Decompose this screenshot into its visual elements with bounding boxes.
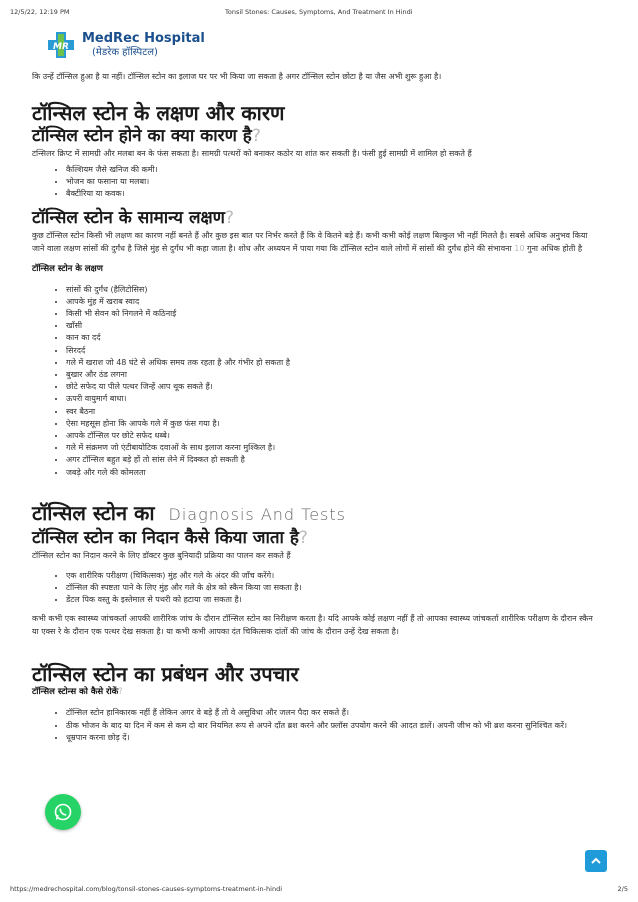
section4-heading: टॉन्सिल स्टोन का प्रबंधन और उपचार xyxy=(32,662,299,687)
print-page: 2/5 xyxy=(617,885,628,893)
list-item: • भोजन का फसाना या मलबा। xyxy=(66,176,602,188)
list-item: • खाँसी xyxy=(66,320,602,332)
list-item: • टॉन्सिल की स्पष्टता पाने के लिए मुंह और गले के क्षेत्र को स्कैन किया जा सकता है। xyxy=(66,582,602,594)
list-item: • गले में खराश जो 48 घंटे से अधिक समय तक रहता है और गंभीर हो सकता है xyxy=(66,357,602,369)
section2-paragraph: कुछ टॉन्सिल स्टोन किसी भी लक्षण का कारण नहीं बनते हैं और कुछ इस बात पर निर्भर करते हैं कि वे कितने बड़े हैं। कभी कभी कोई लक्षण बिल्कुल भी नहीं मिलते है। सबसे अधिक अनुभव किया जाने वाला लक्षण सांसों की दुर्गंध है जिसे मुंह से दुर्गंध भी कहा जाता है। शोध और अध्ययन में पाया गया कि टॉन्सिल स्टोन वाले लोगों में सांसों की दुर्गंध होने की संभावना 10 गुना अधिक होती है xyxy=(32,230,588,253)
list-item: • कान का दर्द xyxy=(66,332,602,344)
section1-list xyxy=(32,164,602,201)
list-item: • बैक्टीरिया या कवक। xyxy=(66,188,602,200)
whatsapp-button[interactable] xyxy=(45,794,81,830)
list-item: • ऊपरी वायुमार्ग बाधा। xyxy=(66,393,602,405)
logo-title: MedRec Hospital xyxy=(82,31,205,47)
list-item: • स्वर बैठना xyxy=(66,406,602,418)
list-item: • ऐसा महसूस होना कि आपके गले में कुछ फंस गया है। xyxy=(66,418,602,430)
section4-subheading: टॉन्सिल स्टोन्स को कैसे रोकें? xyxy=(32,687,123,698)
intro-paragraph: कि उन्हें टॉन्सिल हुआ है या नहीं। टॉन्सिल स्टोन का इलाज घर पर भी किया जा सकता है अगर टॉन्सिल स्टोन छोटा है या जैस अभी शुरू हुआ है। xyxy=(32,72,442,81)
prevention-list xyxy=(32,707,602,744)
list-item: • सिरदर्द xyxy=(66,345,602,357)
print-doc-title: Tonsil Stones: Causes, Symptoms, And Treatment In Hindi xyxy=(224,8,413,16)
symptoms-list xyxy=(32,284,602,479)
print-footer xyxy=(10,885,628,893)
list-item: • जबड़े और गले की कोमलता xyxy=(66,467,602,479)
section1-heading: टॉन्सिल स्टोन के लक्षण और कारण xyxy=(32,101,285,125)
section1-subheading: टॉन्सिल स्टोन होने का क्या कारण है? xyxy=(32,126,261,146)
logo-mark-text: MR xyxy=(53,42,69,52)
list-item: • टॉन्सिल स्टोन हानिकारक नहीं हैं लेकिन अगर वे बड़े हैं तो वे असुविधा और जलन पैदा कर सकते हैं। xyxy=(66,707,602,719)
article-content xyxy=(32,70,602,744)
section2-heading: टॉन्सिल स्टोन के सामान्य लक्षण? xyxy=(32,207,234,228)
section3-heading: टॉन्सिल स्टोन का Diagnosis And Tests xyxy=(32,500,346,525)
list-item: • गले में संक्रमण जो एंटीबायोटिक दवाओं के साथ इलाज करना मुश्किल है। xyxy=(66,442,602,454)
list-item: • कैल्शियम जैसे खनिज की कमी। xyxy=(66,164,602,176)
print-url: https://medrechospital.com/blog/tonsil-stones-causes-symptoms-treatment-in-hindi xyxy=(10,885,283,893)
print-header xyxy=(10,8,628,16)
list-item: • अगर टॉन्सिल बहुत बड़े हों तो सांस लेने में दिक्कत हो सकती है xyxy=(66,454,602,466)
list-item: • छोटे सफेद या पीले पत्थर जिन्हें आप थूक सकते हैं। xyxy=(66,381,602,393)
list-item: • धूम्रपान करना छोड़ दें। xyxy=(66,732,602,744)
list-item: • एक शारीरिक परीक्षण (चिकित्सक) मुंह और गले के अंदर की जाँच करेंगे। xyxy=(66,570,602,582)
list-item: • बुखार और ठंड लगना xyxy=(66,369,602,381)
list-item: • डेंटल पिक वस्तु के इस्तेमाल से पथरी को हटाया जा सकता है। xyxy=(66,594,602,606)
section3-paragraph: टॉन्सिल स्टोन का निदान करने के लिए डॉक्टर कुछ बुनियादी प्रक्रिया का पालन कर सकते हैं xyxy=(32,550,291,560)
print-datetime: 12/5/22, 12:19 PM xyxy=(10,8,70,16)
diagnosis-list xyxy=(32,570,602,607)
medical-cross-icon xyxy=(46,30,76,60)
list-item: • किसी भी सेवन को निगलने में कठिनाई xyxy=(66,308,602,320)
list-item: • सांसों की दुर्गंध (हैलिटोसिस) xyxy=(66,284,602,296)
list-item: • आपके टॉन्सिल पर छोटे सफेद धब्बे। xyxy=(66,430,602,442)
print-spacer xyxy=(568,8,628,16)
chevron-up-icon xyxy=(590,855,602,867)
section1-paragraph: टन्सिलर क्रिप्ट में सामग्री और मलबा बन के फंस सकता है। सामग्री पत्थरों को बनाकर कठोर या शांत कर सकती है। फंसी हुई सामग्री में शामिल हो सकते हैं xyxy=(32,149,472,158)
list-item: • आपके मुंह में खराब स्वाद xyxy=(66,296,602,308)
logo-subtitle: (मेडरेक हॉस्पिटल) xyxy=(92,46,158,58)
whatsapp-icon xyxy=(53,802,73,822)
section3-paragraph-2: कभी कभी एक स्वास्थ्य जांचकर्ता आपकी शारीरिक जांच के दौरान टॉन्सिल स्टोन का निरीक्षण करता है। यदि आपके कोई लक्षण नहीं हैं तो आपका स्वास्थ्य जांचकर्ता शारीरिक परीक्षण के दौरान स्कैन या एक्स रे के दौरान एक पत्थर देख सकता है। या कभी कभी आपका दंत चिकित्सक दांतों की जांच के दौरान उन्हें देख सकता है। xyxy=(32,614,593,637)
site-logo[interactable] xyxy=(46,30,205,60)
list-item: • ठीक भोजन के बाद या दिन में कम से कम दो बार नियमित रूप से अपने दाँत ब्रश करने और फ़्लॉस उपयोग करने की आदत डालें। अपनी जीभ को भी ब्रश करना सुनिश्चित करें। xyxy=(66,720,602,732)
section2-symptoms-heading: टॉन्सिल स्टोन के लक्षण xyxy=(32,263,103,274)
scroll-to-top-button[interactable] xyxy=(585,850,607,872)
section3-subheading: टॉन्सिल स्टोन का निदान कैसे किया जाता है? xyxy=(32,527,308,548)
section3-heading-latin: Diagnosis And Tests xyxy=(168,504,346,524)
